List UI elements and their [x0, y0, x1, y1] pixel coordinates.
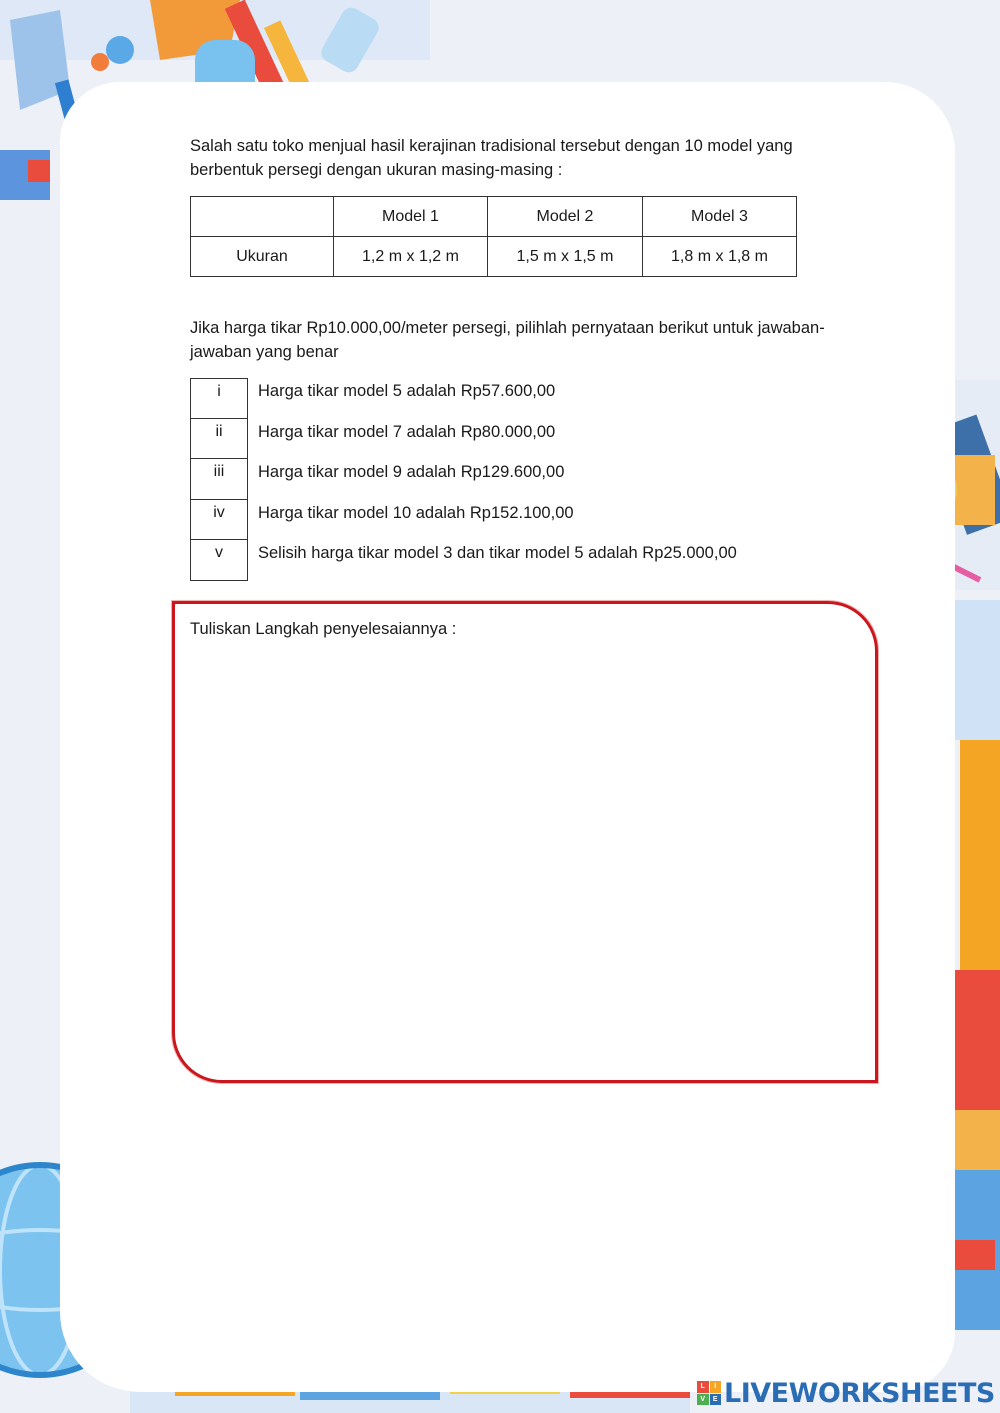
statement-text: Harga tikar model 7 adalah Rp80.000,00: [258, 422, 556, 441]
table-header-cell: Model 2: [488, 197, 643, 237]
answer-label: Tuliskan Langkah penyelesaiannya :: [190, 620, 457, 638]
answer-textarea[interactable]: [172, 601, 878, 1083]
statement-text: Harga tikar model 10 adalah Rp152.100,00: [258, 503, 574, 522]
question-paragraph: Jika harga tikar Rp10.000,00/meter persegi, pilihlah pernyataan berikut untuk jawaban-jawaban yang benar: [190, 319, 825, 361]
table-header-cell: Model 3: [643, 197, 797, 237]
statement-list: [190, 378, 737, 581]
size-table: [190, 196, 797, 277]
row-label-cell: Ukuran: [191, 237, 334, 277]
logo-badge-icon: L I V E: [697, 1381, 721, 1405]
statement-item[interactable]: [190, 500, 737, 541]
table-cell: 1,8 m x 1,8 m: [643, 237, 797, 277]
intro-paragraph: Salah satu toko menjual hasil kerajinan tradisional tersebut dengan 10 model yang berbentuk persegi dengan ukuran masing-masing :: [190, 137, 793, 179]
liveworksheets-logo[interactable]: [697, 1376, 995, 1410]
table-cell: 1,5 m x 1,5 m: [488, 237, 643, 277]
table-header-cell: Model 1: [334, 197, 488, 237]
statement-text: Harga tikar model 5 adalah Rp57.600,00: [258, 382, 556, 400]
statement-number-box[interactable]: ii: [190, 419, 248, 460]
statement-item[interactable]: [190, 540, 737, 581]
statement-number-box[interactable]: v: [190, 540, 248, 581]
table-header-row: [191, 197, 797, 237]
statement-text: Selisih harga tikar model 3 dan tikar model 5 adalah Rp25.000,00: [258, 544, 737, 562]
statement-text: Harga tikar model 9 adalah Rp129.600,00: [258, 463, 565, 481]
statement-number-box[interactable]: iii: [190, 459, 248, 500]
statement-item[interactable]: [190, 419, 737, 460]
table-row: [191, 237, 797, 277]
logo-text: LIVEWORKSHEETS: [724, 1377, 995, 1409]
statement-item[interactable]: [190, 378, 737, 419]
statement-item[interactable]: [190, 459, 737, 500]
table-header-cell: [191, 197, 334, 237]
statement-number-box[interactable]: iv: [190, 500, 248, 541]
table-cell: 1,2 m x 1,2 m: [334, 237, 488, 277]
statement-number-box[interactable]: i: [190, 378, 248, 419]
